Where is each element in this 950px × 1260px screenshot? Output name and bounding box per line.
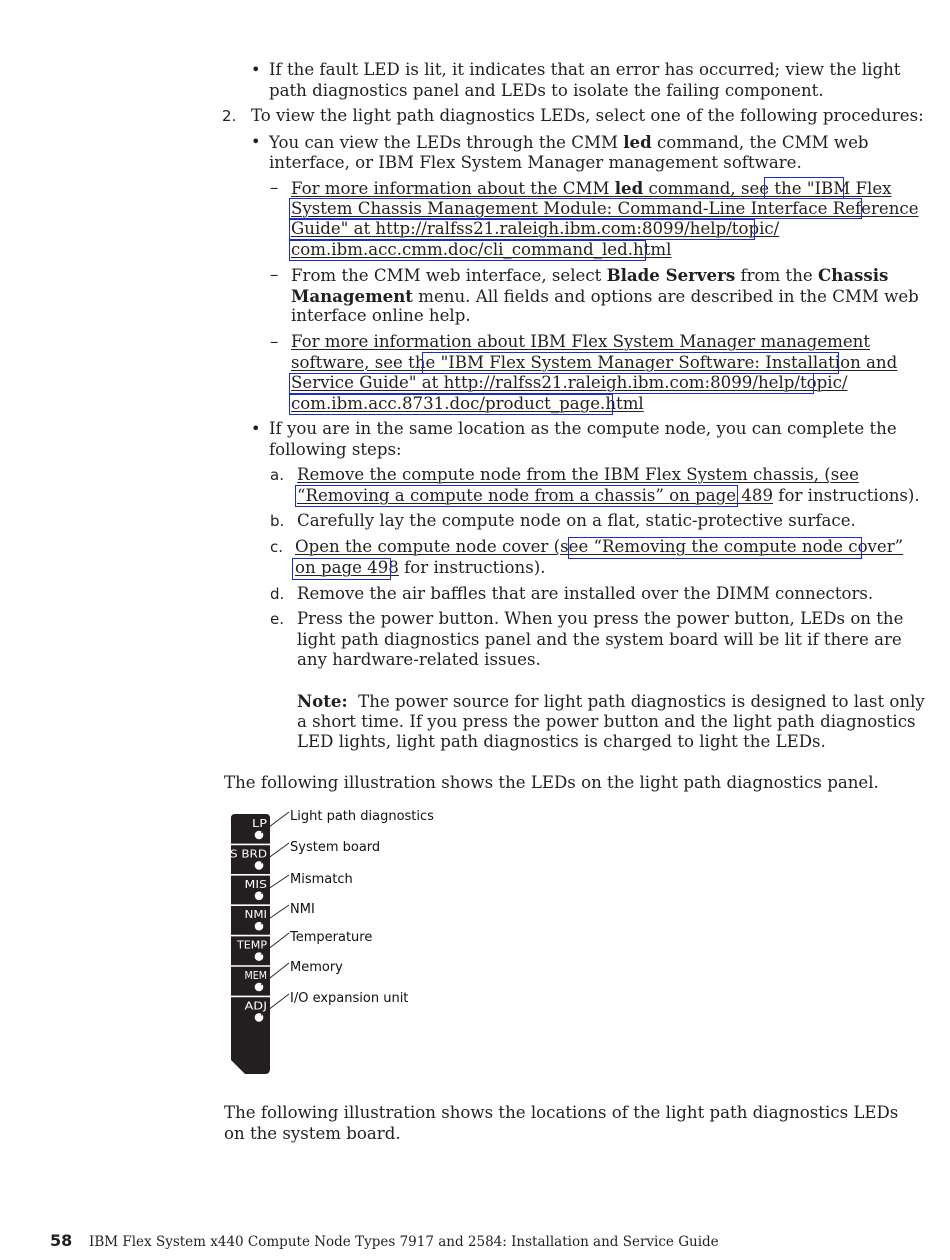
cmm-text-line1: You can view the LEDs through the CMM led command, the CMM web — [269, 132, 869, 152]
remove-cover-link-part2[interactable]: on page 498 — [295, 557, 399, 577]
step-a-line2: “Removing a compute node from a chassis” on page 489 for instructions). — [297, 485, 920, 505]
note-label: Note: — [297, 691, 348, 711]
note-line1: Note: The power source for light path diagnostics is designed to last only — [297, 691, 925, 711]
led-code-s-brd: S BRD — [230, 847, 267, 861]
dash-2-line1: From the CMM web interface, select Blade Servers from the Chassis — [291, 265, 889, 285]
step-e-line2: light path diagnostics panel and the system board will be lit if there are — [297, 629, 902, 649]
link-box — [292, 558, 391, 580]
led-label: NMI — [290, 902, 315, 917]
cli-guide-link-part3[interactable]: Guide" at http://ralfss21.raleigh.ibm.com:8099/help/topic/ — [291, 219, 780, 238]
step-label-b: b. — [270, 512, 285, 530]
led-code-nmi: NMI — [244, 908, 267, 922]
note-line2: a short time. If you press the power button and the light path diagnostics — [297, 711, 916, 731]
remove-cover-link-part1[interactable]: “Removing the compute node cover” — [593, 537, 904, 556]
link-box — [422, 352, 839, 374]
fsm-guide-link-part1[interactable]: "IBM Flex System Manager Software: Installation and — [440, 352, 898, 372]
illustration-intro: The following illustration shows the LEDs on the light path diagnostics panel. — [224, 773, 879, 792]
led-label: Light path diagnostics — [290, 809, 434, 824]
page-number: 58 — [50, 1231, 73, 1250]
led-label: Temperature — [290, 930, 373, 945]
led-code-mem: MEM — [244, 969, 267, 982]
dash-3-line2: software, see the "IBM Flex System Manager Software: Installation and — [291, 352, 898, 372]
step-label-e: e. — [270, 610, 284, 628]
dash-marker: – — [270, 332, 279, 351]
note-line3: LED lights, light path diagnostics is charged to light the LEDs. — [297, 732, 826, 751]
step-e-line1: Press the power button. When you press the power button, LEDs on the — [297, 609, 904, 628]
fsm-guide-link-part2[interactable]: Service Guide" at http://ralfss21.raleigh.ibm.com:8099/help/topic/ — [291, 373, 848, 392]
link-box — [295, 485, 738, 507]
dash-marker: – — [270, 178, 279, 197]
step-label-c: c. — [270, 538, 284, 556]
led-code-temp: TEMP — [235, 938, 268, 952]
step-b-text: Carefully lay the compute node on a flat, static-protective surface. — [297, 511, 856, 530]
led-code-lp: LP — [252, 817, 268, 830]
step-d-text: Remove the air baffles that are installed over the DIMM connectors. — [297, 584, 874, 603]
bullet-marker: • — [251, 60, 261, 79]
cli-guide-link-part1[interactable]: "IBM Flex — [806, 179, 892, 198]
closing-line1: The following illustration shows the locations of the light path diagnostics LEDs — [224, 1103, 899, 1122]
link-box — [764, 177, 844, 199]
link-box — [289, 198, 862, 219]
link-box — [568, 537, 862, 559]
closing-line2: on the system board. — [224, 1123, 401, 1143]
fault-text-line2: path diagnostics panel and LEDs to isolate the failing component. — [269, 80, 824, 100]
bullet-marker: • — [251, 419, 261, 438]
link-box — [289, 219, 755, 240]
step-label-a: a. — [270, 466, 284, 484]
led-code-mis: MIS — [244, 877, 268, 891]
link-box — [289, 373, 814, 394]
step-number: 2. — [222, 107, 237, 125]
location-text-line2: following steps: — [269, 439, 402, 459]
led-label: Mismatch — [290, 872, 353, 887]
led-label: System board — [290, 840, 381, 855]
dash-marker: – — [270, 265, 279, 284]
led-label: I/O expansion unit — [290, 991, 409, 1006]
led-label: Memory — [290, 960, 343, 975]
cli-guide-link-part2[interactable]: System Chassis Management Module: Command-Line Interface Reference — [291, 198, 919, 218]
dash-1-line1: For more information about the CMM led command, see the "IBM Flex — [291, 178, 892, 198]
remove-node-link[interactable]: “Removing a compute node from a chassis” on page 489 — [297, 485, 774, 505]
dash-2-line2: Management menu. All fields and options are described in the CMM web — [291, 285, 919, 306]
fsm-guide-link-part3[interactable]: com.ibm.acc.8731.doc/product_page.html — [291, 393, 644, 413]
step-2-text: To view the light path diagnostics LEDs, select one of the following procedures: — [251, 106, 924, 125]
step-c-line2: on page 498 for instructions). — [295, 557, 546, 577]
cmm-text-line2: interface, or IBM Flex System Manager management software. — [269, 152, 802, 172]
link-box — [289, 240, 646, 261]
location-text-line1: If you are in the same location as the compute node, you can complete the — [269, 419, 897, 438]
step-e-line3: any hardware-related issues. — [297, 650, 541, 669]
dash-3-line1: For more information about IBM Flex System Manager management — [291, 332, 871, 351]
step-label-d: d. — [270, 585, 285, 603]
link-box — [289, 394, 613, 415]
footer-title: IBM Flex System x440 Compute Node Types 7917 and 2584: Installation and Service Guide — [89, 1234, 719, 1250]
led-code-adj: ADJ — [244, 999, 267, 1013]
dash-2-line3: interface online help. — [291, 306, 471, 325]
cli-guide-link-part4[interactable]: com.ibm.acc.cmm.doc/cli_command_led.html — [291, 239, 672, 259]
fault-text-line1: If the fault LED is lit, it indicates that an error has occurred; view the light — [269, 60, 901, 79]
bullet-marker: • — [251, 132, 261, 151]
step-a-line1: Remove the compute node from the IBM Flex System chassis, (see — [297, 465, 859, 484]
step-c-line1: Open the compute node cover (see “Removing the compute node cover” — [295, 537, 904, 556]
